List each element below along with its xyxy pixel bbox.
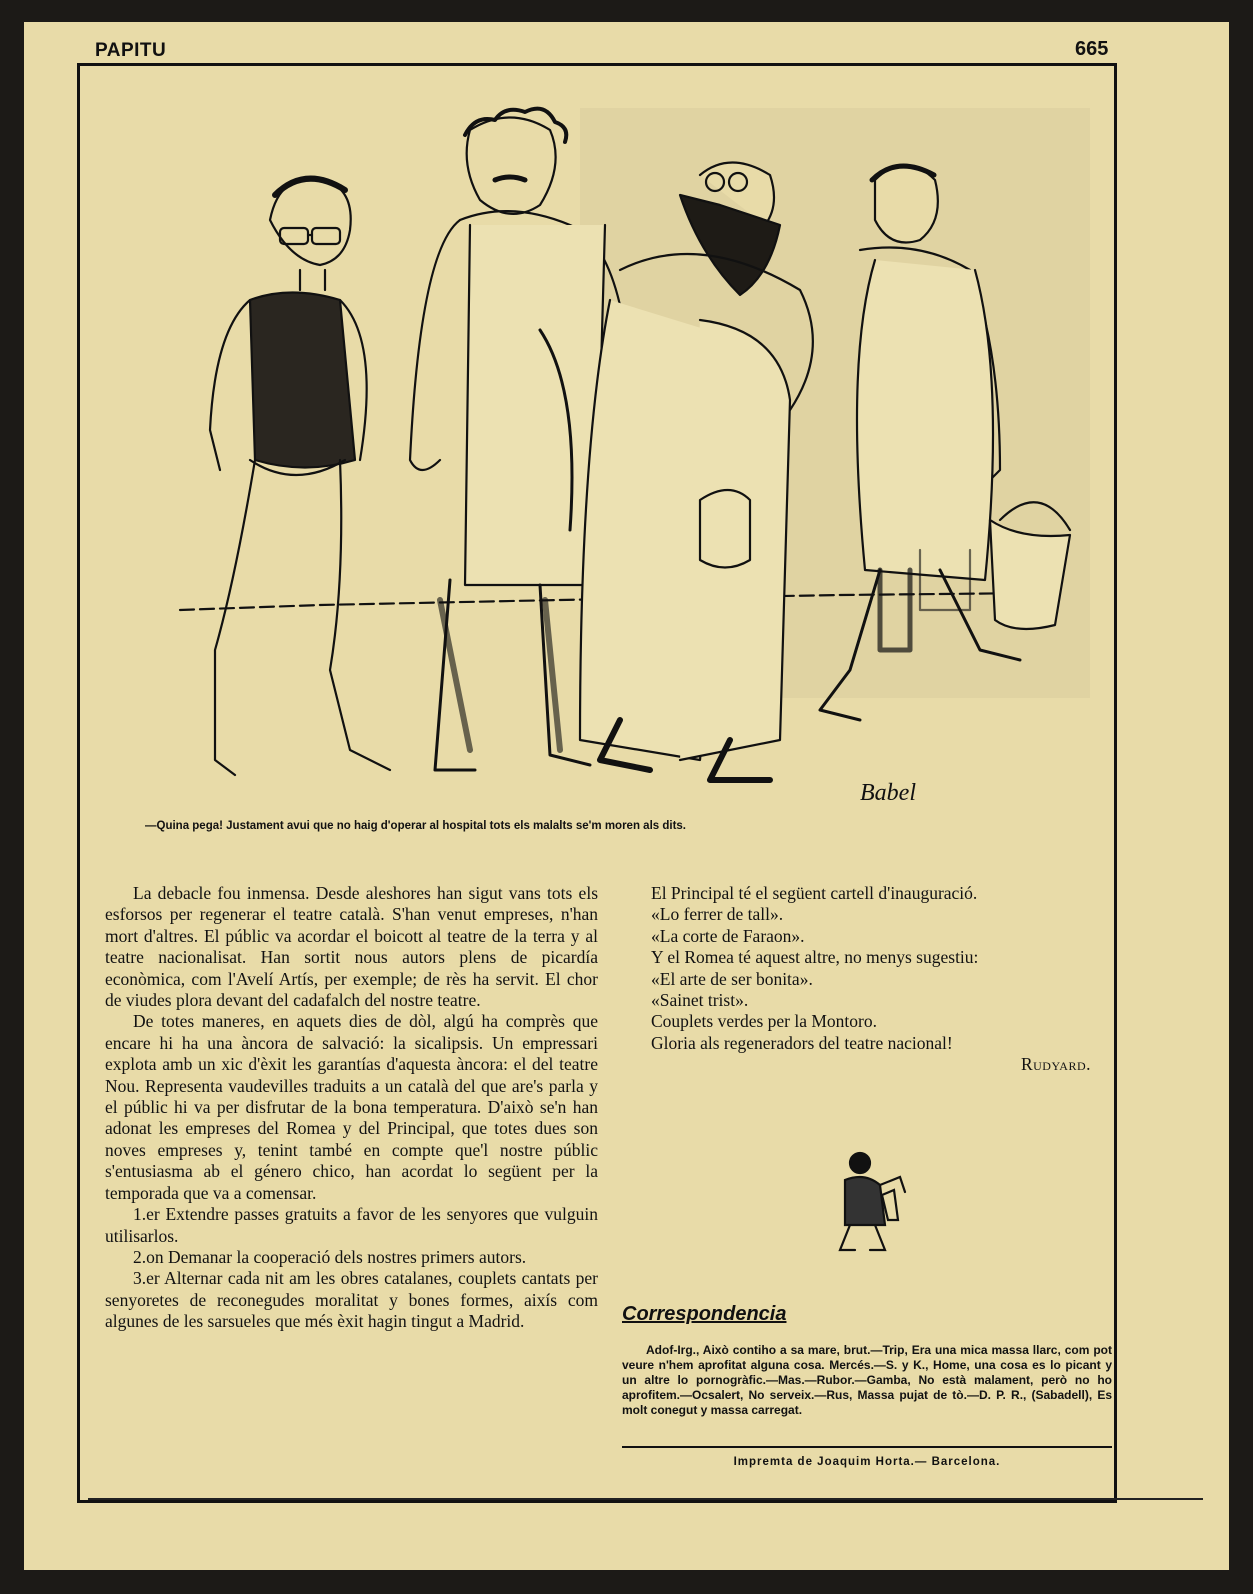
illustration-caption: —Quina pega! Justament avui que no haig d'operar al hospital tots els malalts se'm moren als dits. bbox=[145, 820, 686, 832]
article-line: «La corte de Faraon». bbox=[651, 925, 805, 946]
page-number: 665 bbox=[1075, 38, 1109, 60]
article-paragraph: De totes maneres, en aquets dies de dòl, algú ha comprès que encare hi ha una àncora de salvació: la sicalipsis. Un empressari explota amb un xic d'èxit les garantías d'aquesta àncora: el del teatre Nou. Representa vaudevilles traduits a un català del que are's parla y el públic hi va per disfrutar de la bona temperatura. D'això se'n han adonat les empreses del Romea y del Principal, que totes dues son noves empreses y, tenint també en compte que'l nostre públic s'entusiasma ab el género chico, han acordat lo següent per la temporada que va a comensar. bbox=[105, 1011, 598, 1203]
article-paragraph: La debacle fou inmensa. Desde aleshores han sigut vans tots els esforsos per regenerar el teatre català. S'han venut empreses, n'han mort d'altres. El públic va acordar el boicott al teatre de la terra y al teatre nacionalisat. Han sortit nous autors plens de picardía econòmica, com l'Avelí Artís, per exemple; de rès ha servit. El chor de viudes plora devant del cadafalch del nostre teatre. bbox=[105, 883, 598, 1011]
article-line: «Sainet trist». bbox=[651, 990, 749, 1011]
article-line: Y el Romea té aquest altre, no menys sugestiu: bbox=[651, 947, 979, 968]
illustration-signature: Babel bbox=[860, 780, 916, 806]
article-right-column bbox=[651, 883, 1091, 1076]
correspondence-body bbox=[622, 1343, 1112, 1418]
article-line: «Lo ferrer de tall». bbox=[651, 904, 784, 925]
figure-young-man bbox=[210, 178, 390, 775]
article-list-item: 2.on Demanar la cooperació dels nostres primers autors. bbox=[133, 1246, 527, 1267]
article-line: Gloria als regeneradors del teatre nacional! bbox=[651, 1032, 953, 1053]
vignette-figure bbox=[820, 1145, 910, 1255]
article-list-item: 1.er Extendre passes gratuits a favor de les senyores que vulguin utilisarlos. bbox=[105, 1204, 598, 1246]
divider bbox=[622, 1446, 1112, 1448]
page-bottom-rule bbox=[88, 1498, 1203, 1500]
article-signature: Rudyard. bbox=[1020, 1054, 1091, 1075]
correspondence-title: Correspondencia bbox=[622, 1303, 787, 1325]
article-line: El Principal té el següent cartell d'inauguració. bbox=[651, 883, 978, 903]
imprint-line: Impremta de Joaquim Horta.— Barcelona. bbox=[733, 1456, 1001, 1468]
article-list-item: 3.er Alternar cada nit am les obres catalanes, couplets cantats per senyoretes de reconegudes moralitat y bones formes, aixís com algunes de les sarsueles que més èxit hagin tingut a Madrid. bbox=[105, 1268, 598, 1332]
article-left-column bbox=[105, 883, 598, 1333]
cartoon-illustration bbox=[140, 100, 1100, 820]
correspondence-text: Adof-Irg., Això contiho a sa mare, brut.—Trip, Era una mica massa llarc, com pot veure n'hem aprofitat alguna cosa. Mercés.—S. y K., Home, una cosa es lo picant y un altre lo pornogràfic.—Mas.—Rubor.—Gamba, No està malament, però no ho aprofitem.—Ocsalert, No serveix.—Rus, Massa pujat de tò.—D. P. R., (Sabadell), Es molt conegut y massa carregat. bbox=[622, 1343, 1112, 1417]
article-line: Couplets verdes per la Montoro. bbox=[651, 1011, 877, 1032]
masthead-title: PAPITU bbox=[95, 40, 167, 61]
article-line: «El arte de ser bonita». bbox=[651, 968, 813, 989]
